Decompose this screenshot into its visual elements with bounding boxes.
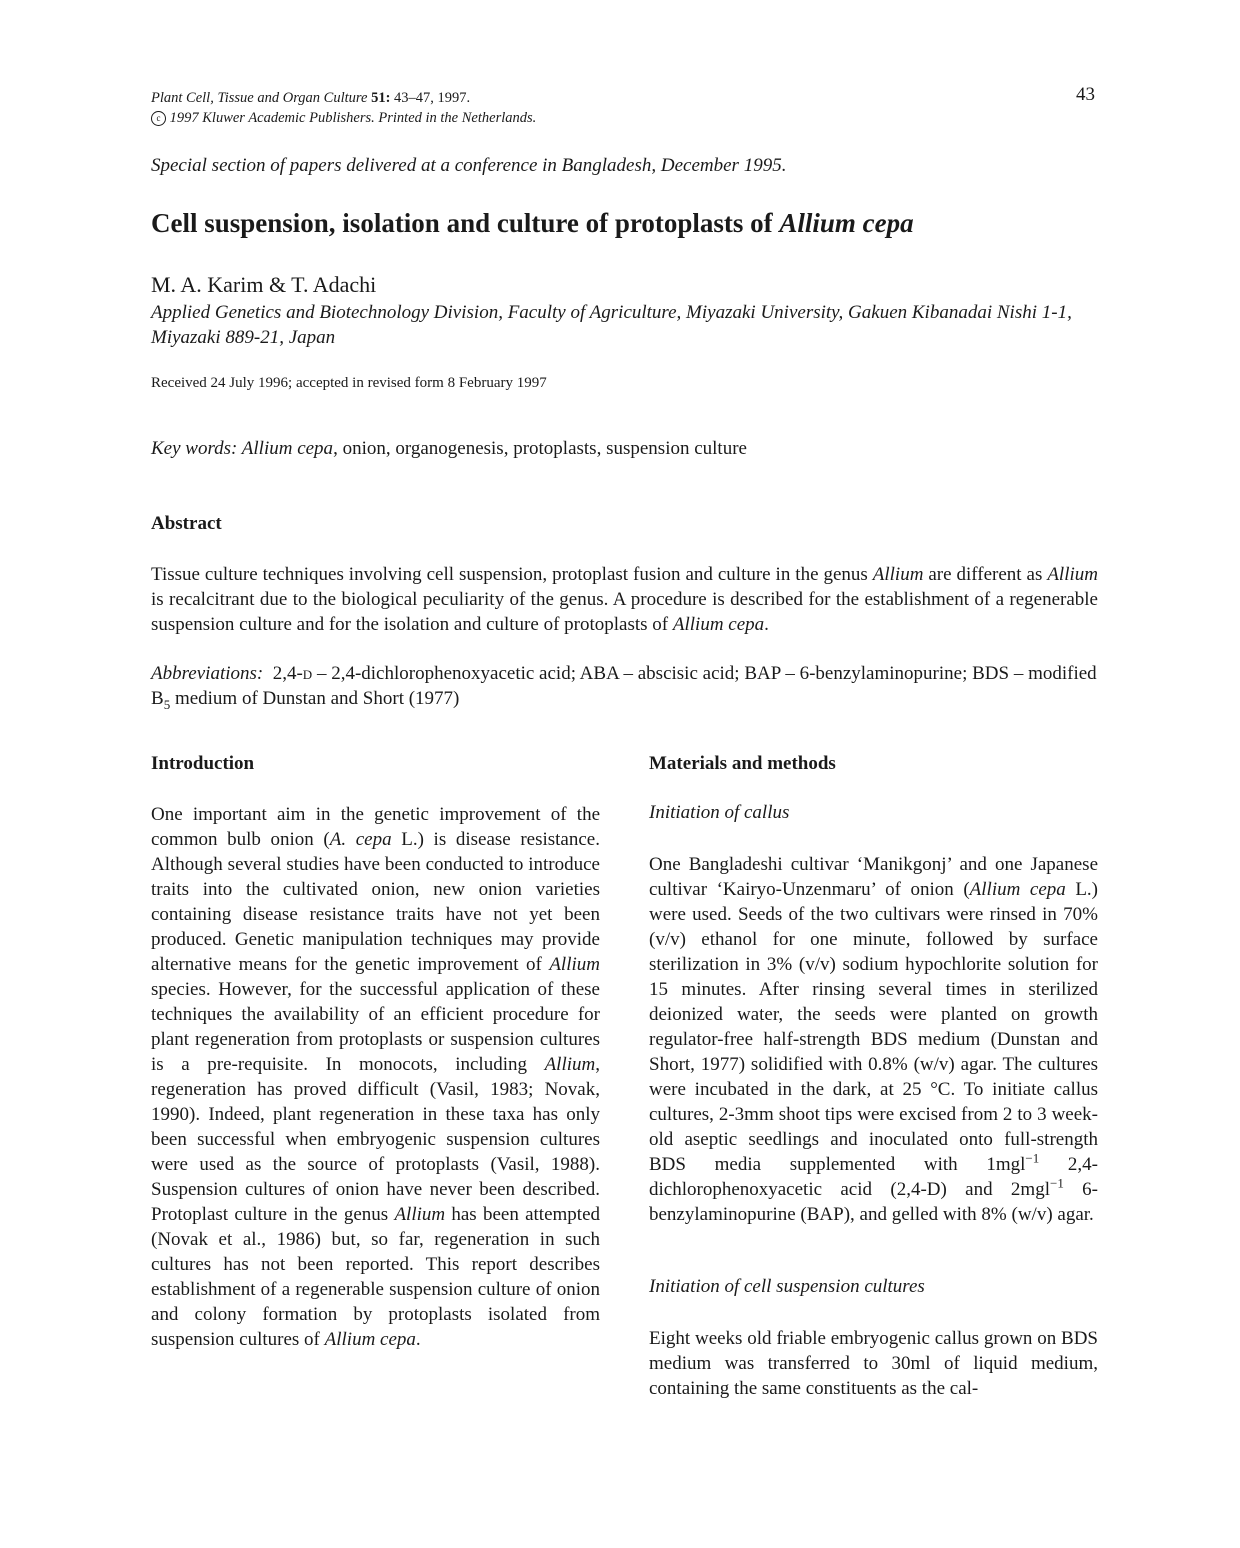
abbrev-smallcaps: d (302, 663, 313, 684)
abstract-italic: Allium cepa (672, 614, 765, 635)
suspension-subheading: Initiation of cell suspension cultures (649, 1276, 925, 1297)
journal-pages: 43–47, 1997. (394, 90, 471, 106)
methods-part: L.) were used. Seeds of the two cultivars were rinsed in 70% (v/v) ethanol for one minute, followed by surface sterilization in 3% (v/v) sodium hypochlorite solution for 15 minutes. After rinsing several times in sterilized deionized water, the seeds were planted on growth regulator-free half-strength BDS medium (Dunstan and Short, 1977) solidified with 0.8% (w/v) agar. The cultures were incubated in the dark, at 25 °C. To initiate callus cultures, 2-3mm shoot tips were excised from 2 to 3 week-old aseptic seedlings and inoculated onto full-strength BDS media supplemented with 1mgl (649, 879, 1099, 1175)
callus-subheading: Initiation of callus (649, 802, 790, 823)
authors: M. A. Karim & T. Adachi (151, 272, 377, 297)
special-section-note: Special section of papers delivered at a conference in Bangladesh, December 1995. (151, 155, 787, 176)
suspension-text: Eight weeks old friable embryogenic callus grown on BDS medium was transferred to 30ml of liquid medium, containing the same constituents as the cal- (649, 1328, 1098, 1399)
callus-text (649, 852, 1098, 1227)
keywords-label: Key words: Allium cepa (151, 438, 334, 459)
methods-superscript: −1 (1049, 1175, 1064, 1191)
abstract-text (151, 562, 1098, 637)
intro-italic: Allium (394, 1204, 446, 1225)
received-dates: Received 24 July 1996; accepted in revised form 8 February 1997 (151, 375, 547, 391)
introduction-text (151, 802, 600, 1352)
abstract-part: are different as (923, 564, 1048, 585)
paper-title (151, 208, 914, 239)
intro-part: One important aim in the genetic improvement of the common bulb onion ( (151, 804, 600, 850)
abbrev-part: – 2,4-dichlorophenoxyacetic acid; ABA – abscisic acid; BAP – 6-benzylaminopurine; BDS – modified B (151, 663, 1097, 709)
copyright-icon: c (151, 111, 166, 126)
methods-part: 2,4-dichlorophenoxyacetic acid (2,4-D) and 2mgl (649, 1154, 1098, 1200)
page-number: 43 (1076, 84, 1095, 105)
abbrev-subscript: 5 (163, 696, 171, 712)
affiliation: Applied Genetics and Biotechnology Division, Faculty of Agriculture, Miyazaki University, Gakuen Kibanadai Nishi 1-1, Miyazaki 889-21, Japan (151, 302, 1072, 348)
intro-part: . (415, 1329, 421, 1350)
abstract-heading: Abstract (151, 513, 222, 534)
intro-italic: Allium (549, 954, 600, 975)
title-species: Allium cepa (779, 208, 914, 238)
keywords (151, 438, 747, 460)
intro-italic: A. cepa (329, 829, 392, 850)
intro-part: , regeneration has proved difficult (Vasil, 1983; Novak, 1990). Indeed, plant regeneration in these taxa has only been successful when embryogenic suspension cultures were used as the source of protoplasts (Vasil, 1988). Suspension cultures of onion have never been described. Protoplast culture in the genus (151, 1054, 600, 1225)
abstract-part: Tissue culture techniques involving cell suspension, protoplast fusion and culture in the genus (151, 564, 873, 585)
journal-citation (151, 88, 536, 128)
abstract-italic: Allium (1047, 564, 1098, 585)
introduction-heading: Introduction (151, 753, 255, 774)
abbreviations-label: Abbreviations: (151, 663, 264, 684)
methods-superscript: −1 (1025, 1150, 1040, 1166)
journal-volume: 51: (371, 90, 391, 106)
journal-name: Plant Cell, Tissue and Organ Culture (151, 90, 368, 106)
abbreviations (151, 661, 1098, 711)
abbrev-part: medium of Dunstan and Short (1977) (170, 688, 460, 709)
abstract-part: is recalcitrant due to the biological peculiarity of the genus. A procedure is described for the establishment of a regenerable suspension culture and for the isolation and culture of protoplasts of (151, 589, 1098, 635)
abstract-part: . (764, 614, 769, 635)
intro-part: species. However, for the successful application of these techniques the availability of an efficient procedure for plant regeneration from protoplasts or suspension cultures is a pre-requisite. In monocots, including (151, 979, 600, 1075)
intro-part: L.) is disease resistance. Although several studies have been conducted to introduce traits into the cultivated onion, new onion varieties containing disease resistance traits have not yet been produced. Genetic manipulation techniques may provide alternative means for the genetic improvement of (151, 829, 600, 975)
abstract-italic: Allium (872, 564, 924, 585)
methods-part: One Bangladeshi cultivar ‘Manikgonj’ and one Japanese cultivar ‘Kairyo-Unzenmaru’ of onion ( (649, 854, 1098, 900)
methods-part: 6-benzylaminopurine (BAP), and gelled with 8% (w/v) agar. (649, 1179, 1098, 1225)
methods-italic: Allium cepa (969, 879, 1066, 900)
keywords-list: , onion, organogenesis, protoplasts, suspension culture (333, 438, 747, 459)
methods-heading: Materials and methods (649, 753, 836, 774)
abbrev-part: 2,4- (272, 663, 303, 684)
copyright-text: 1997 Kluwer Academic Publishers. Printed in the Netherlands. (169, 110, 537, 126)
title-main: Cell suspension, isolation and culture of protoplasts of (151, 208, 780, 238)
intro-italic: Allium cepa (324, 1329, 416, 1350)
intro-italic: Allium (544, 1054, 596, 1075)
intro-part: has been attempted (Novak et al., 1986) but, so far, regeneration in such cultures has not been reported. This report describes establishment of a regenerable suspension culture of onion and colony formation by protoplasts isolated from suspension cultures of (151, 1204, 600, 1350)
